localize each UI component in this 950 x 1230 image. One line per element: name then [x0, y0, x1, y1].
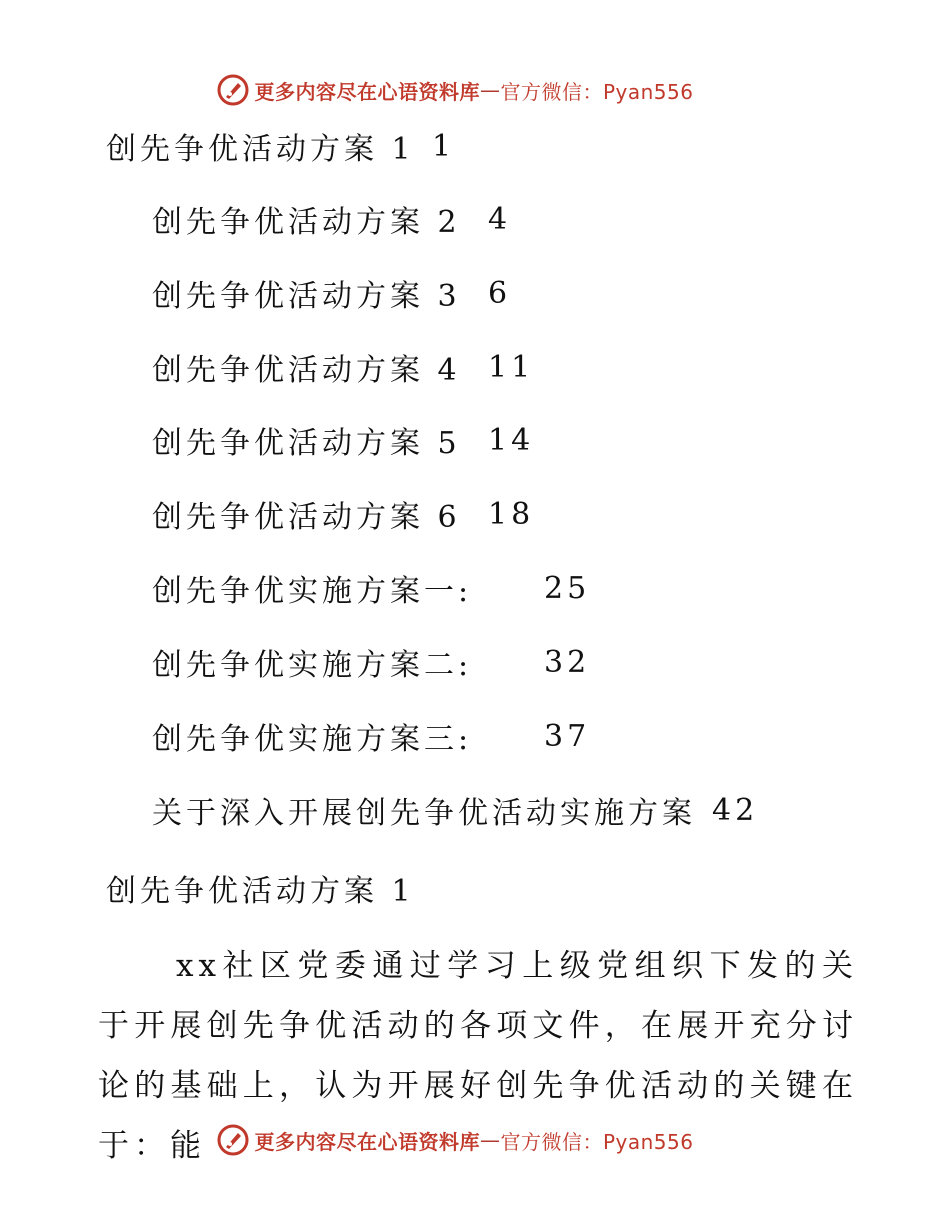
section-heading: 创先争优活动方案 1 — [106, 874, 415, 909]
banner-wechat-text: 官方微信：Pyan556 — [500, 1129, 694, 1154]
toc-entry-title: 创先争优实施方案一: — [152, 574, 473, 609]
toc-entry-page: 18 — [488, 496, 535, 532]
toc-entry-page: 14 — [488, 422, 535, 458]
toc-entry-page: 11 — [488, 349, 535, 385]
banner-wechat-text: 官方微信：Pyan556 — [500, 79, 694, 104]
toc-entry-page: 37 — [544, 718, 591, 754]
toc-entry-title: 创先争优活动方案 3 — [152, 279, 461, 314]
toc-entry — [152, 494, 535, 535]
toc-entry-title: 创先争优活动方案 6 — [152, 500, 461, 535]
toc-entry-title: 关于深入开展创先争优活动实施方案 — [152, 796, 696, 831]
toc-entry — [152, 420, 535, 461]
toc-entry — [152, 273, 512, 314]
toc-entry — [152, 347, 535, 388]
toc-entry-page: 1 — [432, 128, 456, 164]
pen-nib-circle-icon — [216, 73, 250, 107]
toc-entry — [152, 642, 591, 683]
watermark-banner-top — [0, 70, 950, 110]
toc-entry-title: 创先争优实施方案三: — [152, 722, 473, 757]
banner-dash: — — [479, 78, 501, 102]
toc-entry — [152, 790, 759, 831]
toc-entry-title: 创先争优实施方案二: — [152, 648, 473, 683]
toc-entry-page: 4 — [488, 201, 512, 237]
toc-entry-title: 创先争优活动方案 4 — [152, 353, 461, 388]
watermark-banner-bottom — [0, 1120, 950, 1160]
toc-entry-page: 25 — [544, 570, 591, 606]
toc-entry-title: 创先争优活动方案 1 — [106, 132, 415, 167]
toc-entry-page: 32 — [544, 644, 591, 680]
toc-entry-page: 6 — [488, 275, 512, 311]
pen-nib-circle-icon — [216, 1123, 250, 1157]
toc-entry-title: 创先争优活动方案 5 — [152, 426, 461, 461]
toc-entry — [152, 199, 512, 240]
banner-main-text: 更多内容尽在心语资料库 — [254, 79, 480, 104]
banner-dash: — — [479, 1128, 501, 1152]
body-paragraph: xx社区党委通过学习上级党组织下发的关于开展创先争优活动的各项文件，在展开充分讨论的基础上，认为开展好创先争优活动的关键在于：能 — [98, 948, 858, 1164]
banner-main-text: 更多内容尽在心语资料库 — [254, 1129, 480, 1154]
toc-entry — [152, 568, 591, 609]
toc-entry — [106, 126, 456, 167]
toc-entry — [152, 716, 591, 757]
toc-entry-page: 42 — [712, 792, 759, 828]
toc-entry-title: 创先争优活动方案 2 — [152, 205, 461, 240]
